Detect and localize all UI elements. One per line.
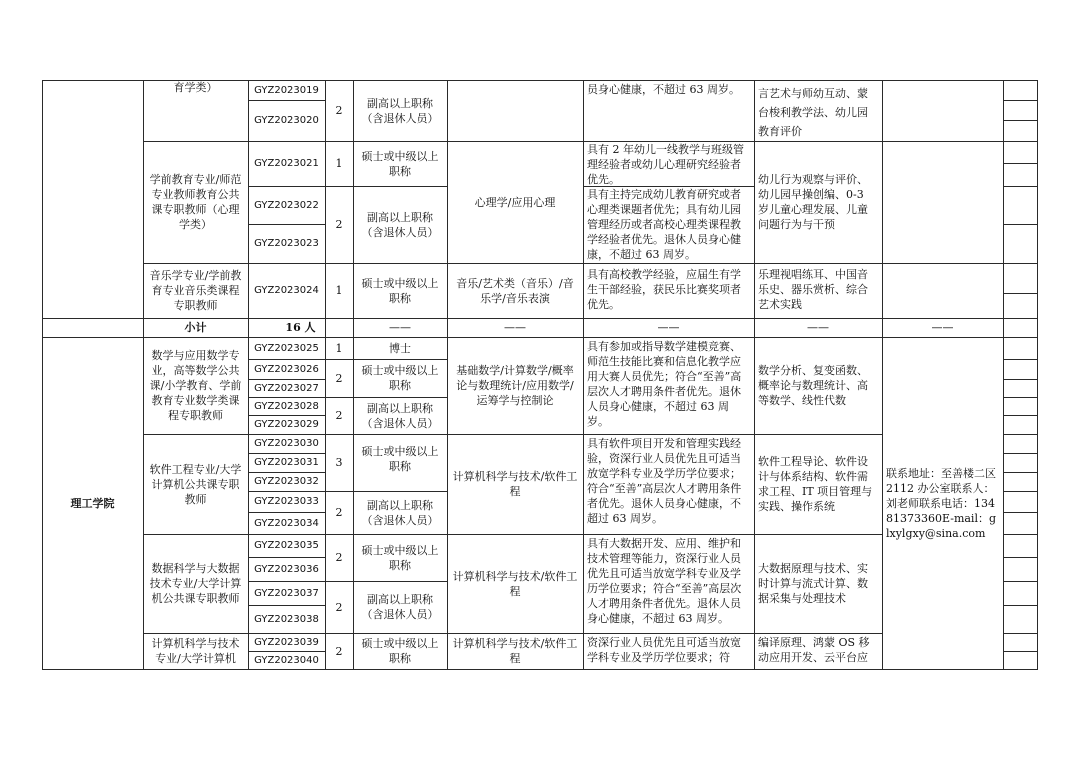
contact-info — [882, 337, 1003, 669]
position-code: GYZ2023020 — [254, 115, 319, 126]
position-code: GYZ2023019 — [254, 84, 319, 96]
rule — [1003, 651, 1037, 652]
other-requirements: 具有大数据开发、应用、维护和技术管理等能力，资深行业人员优先且可适当放宽学科专业及学历学位要求；符合“至善”高层次人才聘用条件者优先。退休人员身心健康，不超过 63 周岁。 — [587, 537, 742, 625]
title-requirement: 副高以上职称（含退休人员） — [361, 593, 439, 621]
position-code: GYZ2023039 — [254, 636, 319, 648]
rule — [1003, 434, 1037, 435]
rule — [1003, 379, 1037, 380]
headcount: 1 — [335, 157, 343, 170]
subject-requirement: 计算机科学与技术/软件工程 — [452, 470, 578, 498]
rule — [1003, 163, 1037, 164]
rule — [1003, 224, 1037, 225]
courses: 乐理视唱练耳、中国音乐史、器乐赏析、综合艺术实践 — [758, 268, 868, 311]
title-requirement: 硕士或中级以上职称 — [361, 543, 439, 572]
headcount: 2 — [335, 551, 343, 564]
rule — [1003, 453, 1037, 454]
rule — [1003, 491, 1037, 492]
courses: 数学分析、复变函数、概率论与数理统计、高等数学、线性代数 — [758, 364, 868, 407]
title-requirement: 副高以上职称（含退休人员） — [361, 96, 439, 125]
rule — [1003, 581, 1037, 582]
position-code: GYZ2023030 — [254, 438, 319, 449]
other-requirements: 具有参加或指导数学建模竞赛、师范生技能比赛和信息化教学应用大赛人员优先；符合“至善”高层次人才聘用条件者优先。退休人员身心健康，不超过 63 周岁。 — [587, 340, 742, 428]
other-requirements: 具有主持完成幼儿教育研究或者心理类课题者优先；具有幼儿园管理经历或者高校心理类课程教学经验者优先。退休人员身心健康，不超过 63 周岁。 — [587, 188, 741, 261]
subject-requirement: 音乐/艺术类（音乐）/音乐学/音乐表演 — [456, 276, 574, 305]
rule — [1003, 415, 1037, 416]
courses: 编译原理、鸿蒙 OS 移动应用开发、云平台应 — [758, 636, 870, 664]
headcount: 1 — [335, 341, 343, 355]
subtotal-dash: —— — [389, 321, 411, 334]
subject-requirement: 计算机科学与技术/软件工程 — [452, 569, 578, 598]
other-requirements: 具有高校教学经验，应届生有学生干部经验，获民乐比赛奖项者优先。 — [587, 268, 741, 311]
subtotal-dash: —— — [931, 321, 954, 334]
position-code: GYZ2023031 — [254, 457, 319, 468]
position-code: GYZ2023026 — [254, 363, 319, 375]
rule — [42, 669, 1037, 670]
rule — [1037, 80, 1038, 670]
headcount: 2 — [335, 409, 343, 422]
subtotal-label: 小计 — [184, 321, 207, 334]
title-requirement: 硕士或中级以上职称 — [361, 364, 439, 392]
major-cell: 软件工程专业/大学计算机公共课专职教师 — [149, 462, 242, 506]
contact-text: 联系地址：至善楼二区 2112 办公室联系人：刘老师联系电话：13481373360E-mail：glxylgxy@sina.com — [886, 466, 997, 540]
major-cell: 学前教育专业/师范专业教师教育公共课专职教师（心理学类） — [149, 173, 242, 231]
headcount: 2 — [335, 104, 343, 117]
title-requirement: 硕士或中级以上职称 — [361, 445, 439, 473]
rule — [1003, 397, 1037, 398]
major-cell: 数据科学与大数据技术专业/大学计算机公共课专职教师 — [149, 562, 242, 605]
position-code: GYZ2023028 — [254, 400, 319, 412]
rule — [1003, 186, 1037, 187]
rule — [1003, 534, 1037, 535]
other-requirements: 具有软件项目开发和管理实践经验，资深行业人员优先且可适当放宽学科专业及学历学位要求；符合“至善”高层次人才聘用条件者优先。退休人员身心健康，不超过 63 周岁。 — [587, 437, 742, 525]
major-cell: 计算机科学与技术专业/大学计算机 — [151, 637, 240, 665]
position-code: GYZ2023022 — [254, 199, 319, 211]
rule — [1003, 633, 1037, 634]
position-code: GYZ2023037 — [254, 587, 319, 599]
title-requirement: 硕士或中级以上职称 — [361, 276, 439, 305]
rule — [1003, 359, 1037, 360]
position-code: GYZ2023025 — [254, 342, 319, 354]
position-code: GYZ2023033 — [254, 496, 319, 507]
title-requirement: 副高以上职称（含退休人员） — [361, 210, 439, 239]
rule — [1003, 512, 1037, 513]
position-code: GYZ2023029 — [254, 419, 319, 430]
headcount: 2 — [335, 506, 343, 519]
title-requirement: 硕士或中级以上职称 — [361, 149, 439, 178]
other-requirements: 具有 2 年幼儿一线教学与班级管理经验者或幼儿心理研究经验者优先。 — [587, 143, 744, 186]
rule — [1003, 293, 1037, 294]
subtotal-dash: —— — [504, 321, 526, 334]
position-code: GYZ2023035 — [254, 540, 319, 551]
subtotal-value: 16 人 — [285, 321, 316, 334]
position-code: GYZ2023032 — [254, 476, 319, 487]
major-cell: 育学类） — [173, 81, 218, 94]
subject-requirement: 计算机科学与技术/软件工程 — [452, 637, 578, 665]
courses: 大数据原理与技术、实时计算与流式计算、数据采集与处理技术 — [758, 562, 868, 605]
headcount: 1 — [335, 284, 343, 297]
headcount: 2 — [335, 218, 343, 231]
title-requirement: 硕士或中级以上职称 — [361, 637, 439, 665]
other-requirements: 资深行业人员优先且可适当放宽学科专业及学历学位要求；符 — [587, 636, 741, 664]
college-name: 理工学院 — [70, 496, 115, 510]
position-code: GYZ2023034 — [254, 517, 319, 529]
position-code: GYZ2023036 — [254, 563, 319, 575]
courses: 幼儿行为观察与评价、幼儿园早操创编、0-3 岁儿童心理发展、儿童问题行为与干预 — [758, 173, 868, 231]
rule — [1003, 100, 1037, 101]
rule — [1003, 557, 1037, 558]
position-code: GYZ2023024 — [254, 285, 319, 296]
subject-requirement: 基础数学/计算数学/概率论与数理统计/应用数学/运筹学与控制论 — [456, 364, 574, 407]
title-requirement: 副高以上职称（含退休人员） — [361, 401, 439, 430]
rule — [1003, 605, 1037, 606]
rule — [1003, 472, 1037, 473]
subtotal-dash: —— — [657, 321, 680, 334]
position-code: GYZ2023038 — [254, 613, 319, 625]
headcount: 2 — [335, 371, 343, 385]
major-cell: 音乐学专业/学前教育专业音乐类课程专职教师 — [149, 269, 242, 312]
headcount: 3 — [335, 456, 343, 469]
subtotal-dash: —— — [807, 321, 829, 334]
courses: 软件工程导论、软件设计与体系结构、软件需求工程、IT 项目管理与实践、操作系统 — [758, 455, 873, 513]
title-requirement: 副高以上职称（含退休人员） — [361, 498, 439, 527]
major-cell: 数学与应用数学专业，高等数学公共课/小学教育、学前教育专业数学类课程专职教师 — [149, 349, 242, 422]
rule — [1003, 80, 1004, 670]
position-code: GYZ2023040 — [254, 654, 319, 666]
courses: 言艺术与师幼互动、蒙台梭利教学法、幼儿园教育评价 — [758, 87, 868, 138]
title-requirement: 博士 — [389, 341, 411, 355]
other-requirements: 员身心健康，不超过 63 周岁。 — [587, 83, 740, 96]
rule — [1003, 120, 1037, 121]
headcount: 2 — [335, 644, 343, 658]
position-code: GYZ2023021 — [254, 158, 319, 169]
headcount: 2 — [335, 600, 343, 614]
subject-requirement: 心理学/应用心理 — [474, 195, 556, 209]
position-code: GYZ2023027 — [254, 382, 319, 394]
position-code: GYZ2023023 — [254, 238, 319, 249]
